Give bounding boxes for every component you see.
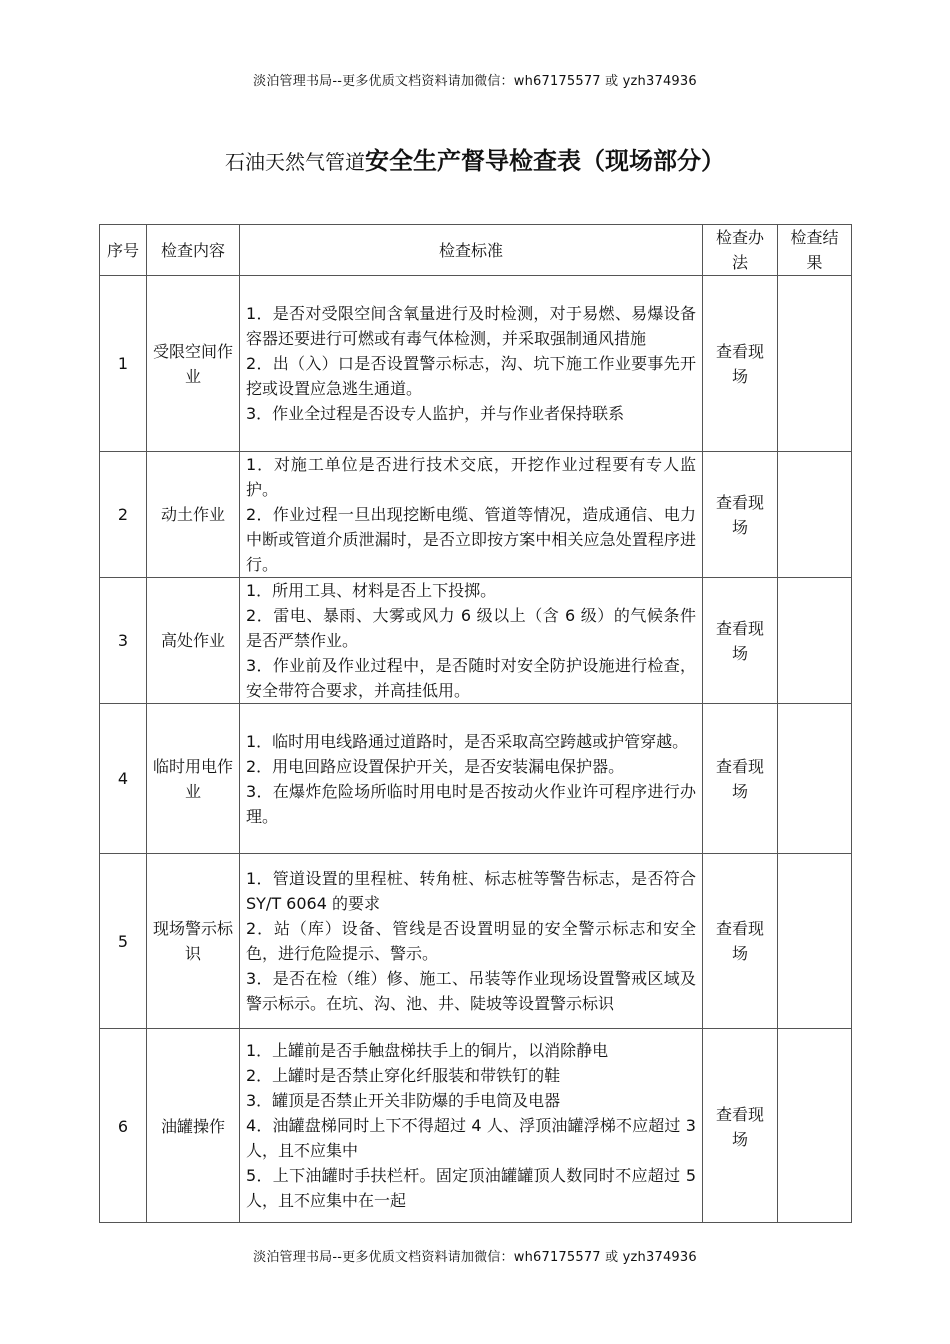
table-row	[100, 854, 852, 1029]
standard-line: 3．在爆炸危险场所临时用电时是否按动火作业许可程序进行办理。	[246, 781, 696, 826]
title-prefix: 石油天然气管道	[225, 150, 365, 174]
title-main: 安全生产督导检查表（现场部分）	[365, 147, 725, 175]
standard-line: 2．用电回路应设置保护开关，是否安装漏电保护器。	[246, 756, 625, 776]
page-title	[0, 146, 950, 177]
header-result: 检查结果	[778, 225, 852, 276]
standard-line: 2．出（入）口是否设置警示标志，沟、坑下施工作业要事先开挖或设置应急逃生通道。	[246, 354, 696, 398]
row-no: 3	[100, 578, 147, 704]
standard-line: 1．对施工单位是否进行技术交底，开挖作业过程要有专人监护。	[246, 455, 696, 499]
standard-line: 3．是否在检（维）修、施工、吊装等作业现场设置警戒区域及警示标示。在坑、沟、池、井、陡坡等设置警示标识	[246, 969, 696, 1013]
row-item: 临时用电作业	[147, 704, 240, 854]
table-header-row	[100, 225, 852, 276]
standard-line: 3．作业前及作业过程中，是否随时对安全防护设施进行检查，安全带符合要求，并高挂低用。	[246, 656, 696, 700]
standard-line: 4．油罐盘梯同时上下不得超过 4 人、浮顶油罐浮梯不应超过 3 人，且不应集中	[246, 1116, 696, 1160]
row-standard	[240, 578, 703, 704]
standard-line: 2．作业过程一旦出现挖断电缆、管道等情况，造成通信、电力中断或管道介质泄漏时，是否立即按方案中相关应急处置程序进行。	[246, 505, 696, 574]
header-method: 检查办法	[703, 225, 778, 276]
row-result[interactable]	[778, 276, 852, 452]
header-no: 序号	[100, 225, 147, 276]
header-item: 检查内容	[147, 225, 240, 276]
row-standard	[240, 276, 703, 452]
standard-line: 1．临时用电线路通过道路时，是否采取高空跨越或护管穿越。	[246, 731, 689, 751]
row-standard	[240, 452, 703, 578]
table-row	[100, 704, 852, 854]
row-no: 5	[100, 854, 147, 1029]
row-method: 查看现场	[703, 704, 778, 854]
standard-line: 1．是否对受限空间含氧量进行及时检测，对于易燃、易爆设备容器还要进行可燃或有毒气体检测，并采取强制通风措施	[246, 304, 696, 348]
row-method: 查看现场	[703, 854, 778, 1029]
table-row	[100, 578, 852, 704]
page-header-note: 淡泊管理书局--更多优质文档资料请加微信：wh67175577 或 yzh374936	[253, 74, 697, 89]
standard-line: 1．上罐前是否手触盘梯扶手上的铜片，以消除静电	[246, 1041, 609, 1060]
row-result[interactable]	[778, 1029, 852, 1223]
row-item: 受限空间作业	[147, 276, 240, 452]
row-method: 查看现场	[703, 276, 778, 452]
row-item: 油罐操作	[147, 1029, 240, 1223]
row-standard	[240, 704, 703, 854]
standard-line: 2．雷电、暴雨、大雾或风力 6 级以上（含 6 级）的气候条件是否严禁作业。	[246, 606, 696, 650]
row-no: 6	[100, 1029, 147, 1223]
standard-line: 3．罐顶是否禁止开关非防爆的手电筒及电器	[246, 1091, 561, 1110]
row-result[interactable]	[778, 854, 852, 1029]
row-standard	[240, 854, 703, 1029]
row-method: 查看现场	[703, 578, 778, 704]
standard-line: 2．站（库）设备、管线是否设置明显的安全警示标志和安全色，进行危险提示、警示。	[246, 919, 696, 963]
row-method: 查看现场	[703, 452, 778, 578]
table-row	[100, 1029, 852, 1223]
page-footer-note: 淡泊管理书局--更多优质文档资料请加微信：wh67175577 或 yzh374936	[253, 1250, 697, 1265]
row-item: 现场警示标识	[147, 854, 240, 1029]
table-row	[100, 452, 852, 578]
row-no: 2	[100, 452, 147, 578]
standard-line: 3．作业全过程是否设专人监护，并与作业者保持联系	[246, 404, 625, 423]
standard-line: 2．上罐时是否禁止穿化纤服装和带铁钉的鞋	[246, 1066, 561, 1085]
standard-line: 1．所用工具、材料是否上下投掷。	[246, 581, 497, 600]
row-no: 4	[100, 704, 147, 854]
header-standard: 检查标准	[240, 225, 703, 276]
inspection-table	[99, 224, 852, 1223]
row-method: 查看现场	[703, 1029, 778, 1223]
row-no: 1	[100, 276, 147, 452]
row-item: 高处作业	[147, 578, 240, 704]
table-row	[100, 276, 852, 452]
row-result[interactable]	[778, 578, 852, 704]
row-result[interactable]	[778, 452, 852, 578]
standard-line: 5．上下油罐时手扶栏杆。固定顶油罐罐顶人数同时不应超过 5 人，且不应集中在一起	[246, 1166, 696, 1210]
standard-line: 1．管道设置的里程桩、转角桩、标志桩等警告标志，是否符合 SY/T 6064 的要求	[246, 869, 696, 913]
row-standard	[240, 1029, 703, 1223]
row-item: 动土作业	[147, 452, 240, 578]
row-result[interactable]	[778, 704, 852, 854]
